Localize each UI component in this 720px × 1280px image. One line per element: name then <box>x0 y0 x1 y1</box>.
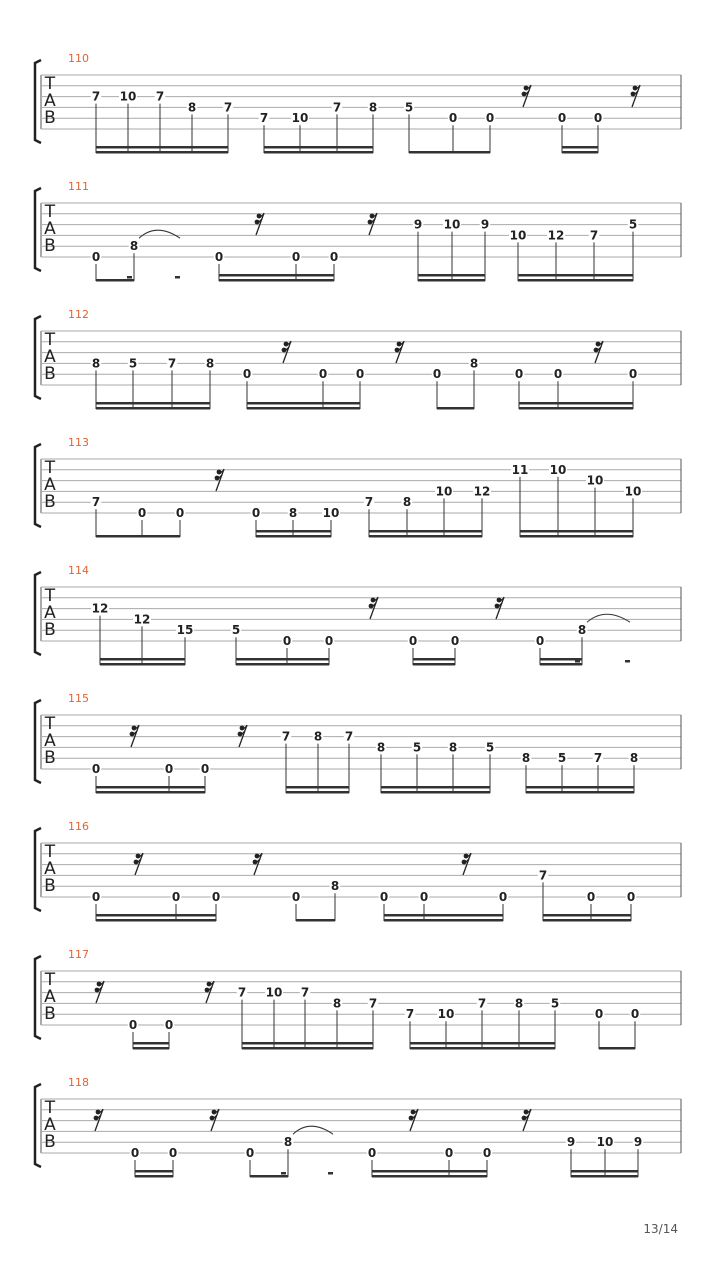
beam <box>247 407 360 410</box>
beam <box>410 1042 555 1045</box>
measure-number: 116 <box>68 820 89 833</box>
fret-number: 0 <box>482 1146 492 1160</box>
beam <box>384 919 503 922</box>
fret-number: 10 <box>509 228 527 243</box>
fret-number: 0 <box>557 111 567 126</box>
tab-clef-letter: B <box>44 1004 56 1024</box>
fret-number: 7 <box>281 729 291 744</box>
fret-number: 15 <box>176 623 194 638</box>
beam <box>296 919 335 922</box>
tab-clef-letter: T <box>44 970 56 990</box>
tab-clef-letter: A <box>44 731 56 751</box>
fret-number: 10 <box>435 484 453 499</box>
tab-clef-letter: T <box>44 586 56 606</box>
fret-number: 5 <box>485 740 495 755</box>
beam <box>264 146 373 149</box>
beam <box>247 402 360 405</box>
beam <box>236 658 329 661</box>
beam <box>413 663 455 666</box>
measure-number: 117 <box>68 948 89 961</box>
beam <box>520 530 633 533</box>
tab-clef-letter: B <box>44 108 56 128</box>
fret-number: 0 <box>498 890 508 904</box>
beam <box>562 146 598 149</box>
fret-number: 8 <box>448 740 458 755</box>
measure-number: 118 <box>68 1076 89 1089</box>
beam <box>409 151 490 154</box>
fret-number: 0 <box>171 890 181 904</box>
fret-number: 0 <box>432 367 442 382</box>
sixteenth-rest-icon <box>495 597 504 619</box>
fret-number: 0 <box>450 634 460 648</box>
tab-clef-letter: A <box>44 91 56 111</box>
tie-arc <box>139 230 180 238</box>
beam <box>437 407 474 410</box>
tab-system <box>35 820 681 922</box>
fret-number: 7 <box>538 868 548 883</box>
sixteenth-rest-icon <box>95 981 104 1003</box>
sixteenth-rest-icon <box>134 853 143 875</box>
tab-clef-letter: B <box>44 748 56 768</box>
fret-number: 0 <box>514 367 524 382</box>
fret-number: 7 <box>368 996 378 1011</box>
fret-number: 7 <box>405 1007 415 1022</box>
beam <box>256 530 331 533</box>
fret-number: 0 <box>535 634 545 648</box>
fret-number: 0 <box>214 250 224 264</box>
sixteenth-rest-icon <box>282 341 291 363</box>
fret-number: 0 <box>628 367 638 382</box>
sixteenth-rest-icon <box>594 341 603 363</box>
fret-number: 5 <box>404 100 414 115</box>
beam <box>264 151 373 154</box>
fret-number: 5 <box>231 623 241 638</box>
fret-number: 10 <box>549 462 567 477</box>
sixteenth-rest-icon <box>205 981 214 1003</box>
sixteenth-rest-icon <box>409 1109 418 1131</box>
beam <box>518 279 633 282</box>
fret-number: 0 <box>164 1018 174 1032</box>
fret-number: 8 <box>469 356 479 371</box>
tab-clef-letter: B <box>44 620 56 640</box>
sixteenth-rest-icon <box>368 213 377 235</box>
sixteenth-rest-icon <box>255 213 264 235</box>
fret-number: 7 <box>237 985 247 1000</box>
beam <box>219 274 334 277</box>
fret-number: 10 <box>586 473 604 488</box>
tab-system <box>35 52 681 154</box>
tab-clef-letter: B <box>44 364 56 384</box>
tab-system <box>35 948 681 1050</box>
fret-number: 8 <box>402 495 412 510</box>
fret-number: 0 <box>242 367 252 382</box>
tab-clef-letter: T <box>44 842 56 862</box>
fret-number: 0 <box>408 634 418 648</box>
tab-clef-letter: A <box>44 475 56 495</box>
fret-number: 12 <box>473 484 491 499</box>
measure-number: 114 <box>68 564 89 577</box>
tab-clef-letter: T <box>44 330 56 350</box>
beam <box>96 279 134 282</box>
measure-number: 112 <box>68 308 89 321</box>
tie-arc <box>293 1126 333 1134</box>
beam <box>520 535 633 538</box>
fret-number: 8 <box>629 751 639 766</box>
fret-number: 10 <box>437 1007 455 1022</box>
beam <box>543 914 631 917</box>
tab-clef-letter: A <box>44 1115 56 1135</box>
tie-beam-stub <box>175 276 180 279</box>
fret-number: 8 <box>577 623 587 638</box>
page-number: 13/14 <box>643 1222 678 1236</box>
fret-number: 8 <box>129 239 139 254</box>
system-bracket <box>35 956 41 1039</box>
beam <box>133 1047 169 1050</box>
fret-number: 0 <box>291 890 301 904</box>
fret-number: 7 <box>593 751 603 766</box>
fret-number: 5 <box>628 217 638 232</box>
tab-system <box>35 1076 681 1178</box>
beam <box>418 279 485 282</box>
fret-number: 0 <box>137 506 147 520</box>
sixteenth-rest-icon <box>631 85 640 107</box>
beam <box>286 786 349 789</box>
system-bracket <box>35 572 41 655</box>
sixteenth-rest-icon <box>462 853 471 875</box>
tab-system <box>35 692 681 794</box>
fret-number: 7 <box>332 100 342 115</box>
fret-number: 0 <box>355 367 365 382</box>
fret-number: 0 <box>329 250 339 264</box>
beam <box>369 530 482 533</box>
fret-number: 0 <box>379 890 389 904</box>
beam <box>133 1042 169 1045</box>
beam <box>372 1175 487 1178</box>
beam <box>518 274 633 277</box>
tie-beam-stub <box>625 660 630 663</box>
beam <box>526 791 634 794</box>
fret-number: 7 <box>300 985 310 1000</box>
beam <box>413 658 455 661</box>
beam <box>256 535 331 538</box>
beam <box>384 914 503 917</box>
sixteenth-rest-icon <box>215 469 224 491</box>
fret-number: 10 <box>624 484 642 499</box>
beam <box>599 1047 635 1050</box>
fret-number: 8 <box>332 996 342 1011</box>
fret-number: 5 <box>550 996 560 1011</box>
fret-number: 8 <box>368 100 378 115</box>
beam <box>571 1170 638 1173</box>
fret-number: 0 <box>324 634 334 648</box>
measure-number: 110 <box>68 52 89 65</box>
tab-clef-letter: B <box>44 236 56 256</box>
fret-number: 0 <box>448 111 458 126</box>
fret-number: 8 <box>313 729 323 744</box>
sixteenth-rest-icon <box>210 1109 219 1131</box>
fret-number: 7 <box>344 729 354 744</box>
fret-number: 8 <box>376 740 386 755</box>
tab-system <box>35 180 681 282</box>
fret-number: 10 <box>265 985 283 1000</box>
fret-number: 0 <box>128 1018 138 1032</box>
sixteenth-rest-icon <box>369 597 378 619</box>
measure-number: 115 <box>68 692 89 705</box>
tab-clef-letter: T <box>44 1098 56 1118</box>
tie-beam-stub <box>127 276 132 279</box>
system-bracket <box>35 444 41 527</box>
beam <box>96 535 180 538</box>
fret-number: 7 <box>91 495 101 510</box>
fret-number: 0 <box>626 890 636 904</box>
fret-number: 8 <box>288 506 298 520</box>
sixteenth-rest-icon <box>522 1109 531 1131</box>
tab-clef-letter: A <box>44 859 56 879</box>
fret-number: 0 <box>593 111 603 126</box>
tab-clef-letter: A <box>44 219 56 239</box>
system-bracket <box>35 700 41 783</box>
system-bracket <box>35 188 41 271</box>
fret-number: 0 <box>419 890 429 904</box>
fret-number: 8 <box>521 751 531 766</box>
tab-clef-letter: B <box>44 492 56 512</box>
fret-number: 0 <box>91 762 101 776</box>
beam <box>96 914 216 917</box>
fret-number: 10 <box>119 89 137 104</box>
beam <box>250 1175 288 1178</box>
beam <box>96 791 205 794</box>
sixteenth-rest-icon <box>130 725 139 747</box>
beam <box>242 1042 373 1045</box>
fret-number: 7 <box>155 89 165 104</box>
fret-number: 7 <box>167 356 177 371</box>
fret-number: 8 <box>283 1135 293 1150</box>
beam <box>369 535 482 538</box>
fret-number: 0 <box>291 250 301 264</box>
fret-number: 5 <box>128 356 138 371</box>
sixteenth-rest-icon <box>253 853 262 875</box>
beam <box>571 1175 638 1178</box>
fret-number: 12 <box>133 612 151 627</box>
tab-clef-letter: B <box>44 1132 56 1152</box>
beam <box>519 402 633 405</box>
beam <box>219 279 334 282</box>
beam <box>286 791 349 794</box>
fret-number: 0 <box>586 890 596 904</box>
tab-clef-letter: A <box>44 603 56 623</box>
system-bracket <box>35 828 41 911</box>
tie-beam-stub <box>281 1172 286 1175</box>
fret-number: 0 <box>251 506 261 520</box>
fret-number: 0 <box>168 1146 178 1160</box>
fret-number: 0 <box>318 367 328 382</box>
fret-number: 10 <box>291 111 309 126</box>
fret-number: 0 <box>630 1007 640 1022</box>
beam <box>96 402 210 405</box>
fret-number: 9 <box>633 1135 643 1150</box>
beam <box>100 663 185 666</box>
fret-number: 7 <box>223 100 233 115</box>
fret-number: 7 <box>477 996 487 1011</box>
fret-number: 0 <box>245 1146 255 1160</box>
fret-number: 0 <box>594 1007 604 1022</box>
beam <box>372 1170 487 1173</box>
fret-number: 7 <box>364 495 374 510</box>
tie-arc <box>587 614 630 622</box>
fret-number: 7 <box>589 228 599 243</box>
measure-number: 113 <box>68 436 89 449</box>
tab-clef-letter: B <box>44 876 56 896</box>
system-bracket <box>35 60 41 143</box>
tab-clef-letter: A <box>44 987 56 1007</box>
beam <box>562 151 598 154</box>
beam <box>135 1170 173 1173</box>
beam <box>381 791 490 794</box>
beam <box>96 407 210 410</box>
fret-number: 5 <box>412 740 422 755</box>
tab-clef-letter: T <box>44 74 56 94</box>
fret-number: 7 <box>91 89 101 104</box>
sixteenth-rest-icon <box>522 85 531 107</box>
system-bracket <box>35 316 41 399</box>
fret-number: 9 <box>480 217 490 232</box>
tab-system <box>35 308 681 410</box>
fret-number: 10 <box>596 1135 614 1150</box>
fret-number: 11 <box>511 462 529 477</box>
sixteenth-rest-icon <box>238 725 247 747</box>
tab-clef-letter: A <box>44 347 56 367</box>
fret-number: 9 <box>413 217 423 232</box>
tab-clef-letter: T <box>44 202 56 222</box>
fret-number: 0 <box>91 890 101 904</box>
tie-beam-stub <box>328 1172 333 1175</box>
fret-number: 0 <box>444 1146 454 1160</box>
fret-number: 8 <box>205 356 215 371</box>
fret-number: 9 <box>566 1135 576 1150</box>
fret-number: 0 <box>211 890 221 904</box>
fret-number: 0 <box>553 367 563 382</box>
fret-number: 8 <box>187 100 197 115</box>
beam <box>96 919 216 922</box>
beam <box>540 663 582 666</box>
fret-number: 5 <box>557 751 567 766</box>
fret-number: 0 <box>91 250 101 264</box>
sixteenth-rest-icon <box>395 341 404 363</box>
fret-number: 7 <box>259 111 269 126</box>
fret-number: 8 <box>91 356 101 371</box>
measure-number: 111 <box>68 180 89 193</box>
fret-number: 10 <box>322 506 340 520</box>
beam <box>381 786 490 789</box>
sixteenth-rest-icon <box>94 1109 103 1131</box>
beam <box>519 407 633 410</box>
fret-number: 0 <box>200 762 210 776</box>
fret-number: 0 <box>485 111 495 126</box>
beam <box>96 151 228 154</box>
fret-number: 12 <box>91 601 109 616</box>
fret-number: 8 <box>514 996 524 1011</box>
tab-clef-letter: T <box>44 714 56 734</box>
fret-number: 0 <box>164 762 174 776</box>
system-bracket <box>35 1084 41 1167</box>
tab-clef-letter: T <box>44 458 56 478</box>
beam <box>543 919 631 922</box>
fret-number: 0 <box>175 506 185 520</box>
fret-number: 0 <box>282 634 292 648</box>
fret-number: 0 <box>130 1146 140 1160</box>
fret-number: 12 <box>547 228 565 243</box>
beam <box>526 786 634 789</box>
fret-number: 0 <box>367 1146 377 1160</box>
tab-system <box>35 436 681 538</box>
beam <box>418 274 485 277</box>
beam <box>135 1175 173 1178</box>
beam <box>96 786 205 789</box>
tab-system <box>35 564 681 666</box>
beam <box>242 1047 373 1050</box>
fret-number: 10 <box>443 217 461 232</box>
beam <box>410 1047 555 1050</box>
beam <box>100 658 185 661</box>
beam <box>96 146 228 149</box>
beam <box>236 663 329 666</box>
fret-number: 8 <box>330 879 340 894</box>
tie-beam-stub <box>575 660 580 663</box>
